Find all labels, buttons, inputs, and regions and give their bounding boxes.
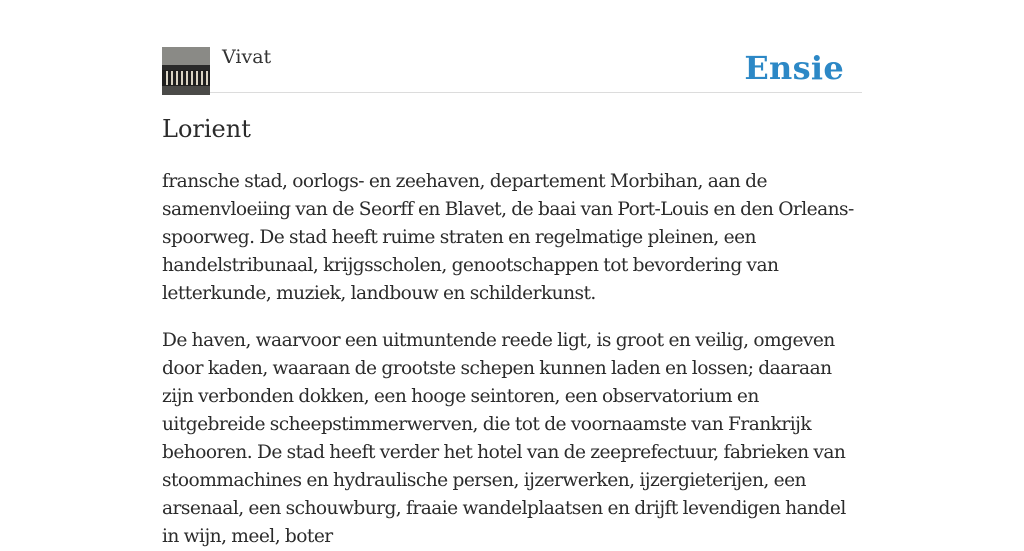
brand-logo[interactable]: Ensie [744,49,844,87]
author-avatar[interactable] [162,47,210,95]
author-name[interactable]: Vivat [222,46,272,68]
article-paragraph: fransche stad, oorlogs- en zeehaven, departement Morbihan, aan de samenvloeiing van de Seorff en Blavet, de baai van Port-Louis en den Orleans-spoorweg. De stad heeft ruime straten en regelmatige pleinen, een handelstribunaal, krijgsscholen, genootschappen tot bevordering van letterkunde, muziek, landbouw en schilderkunst. [162,171,854,304]
avatar-image [162,47,210,95]
article-container [162,0,862,547]
article-paragraph: De haven, waarvoor een uitmuntende reede ligt, is groot en veilig, omgeven door kaden, waaraan de grootste schepen kunnen laden en lossen; daaraan zijn verbonden dokken, een hooge seintoren, een observatorium en uitgebreide scheepstimmerwerven, die tot de voornaamste van Frankrijk behooren. De stad heeft verder het hotel van de zeeprefectuur, fabrieken van stoommachines en hydraulische persen, ijzerwerken, ijzergieterijen, een arsenaal, een schouwburg, fraaie wandelplaatsen en drijft levendigen handel in wijn, meel, boter [162,330,846,547]
article-header [162,0,862,93]
page-title: Lorient [162,115,251,143]
